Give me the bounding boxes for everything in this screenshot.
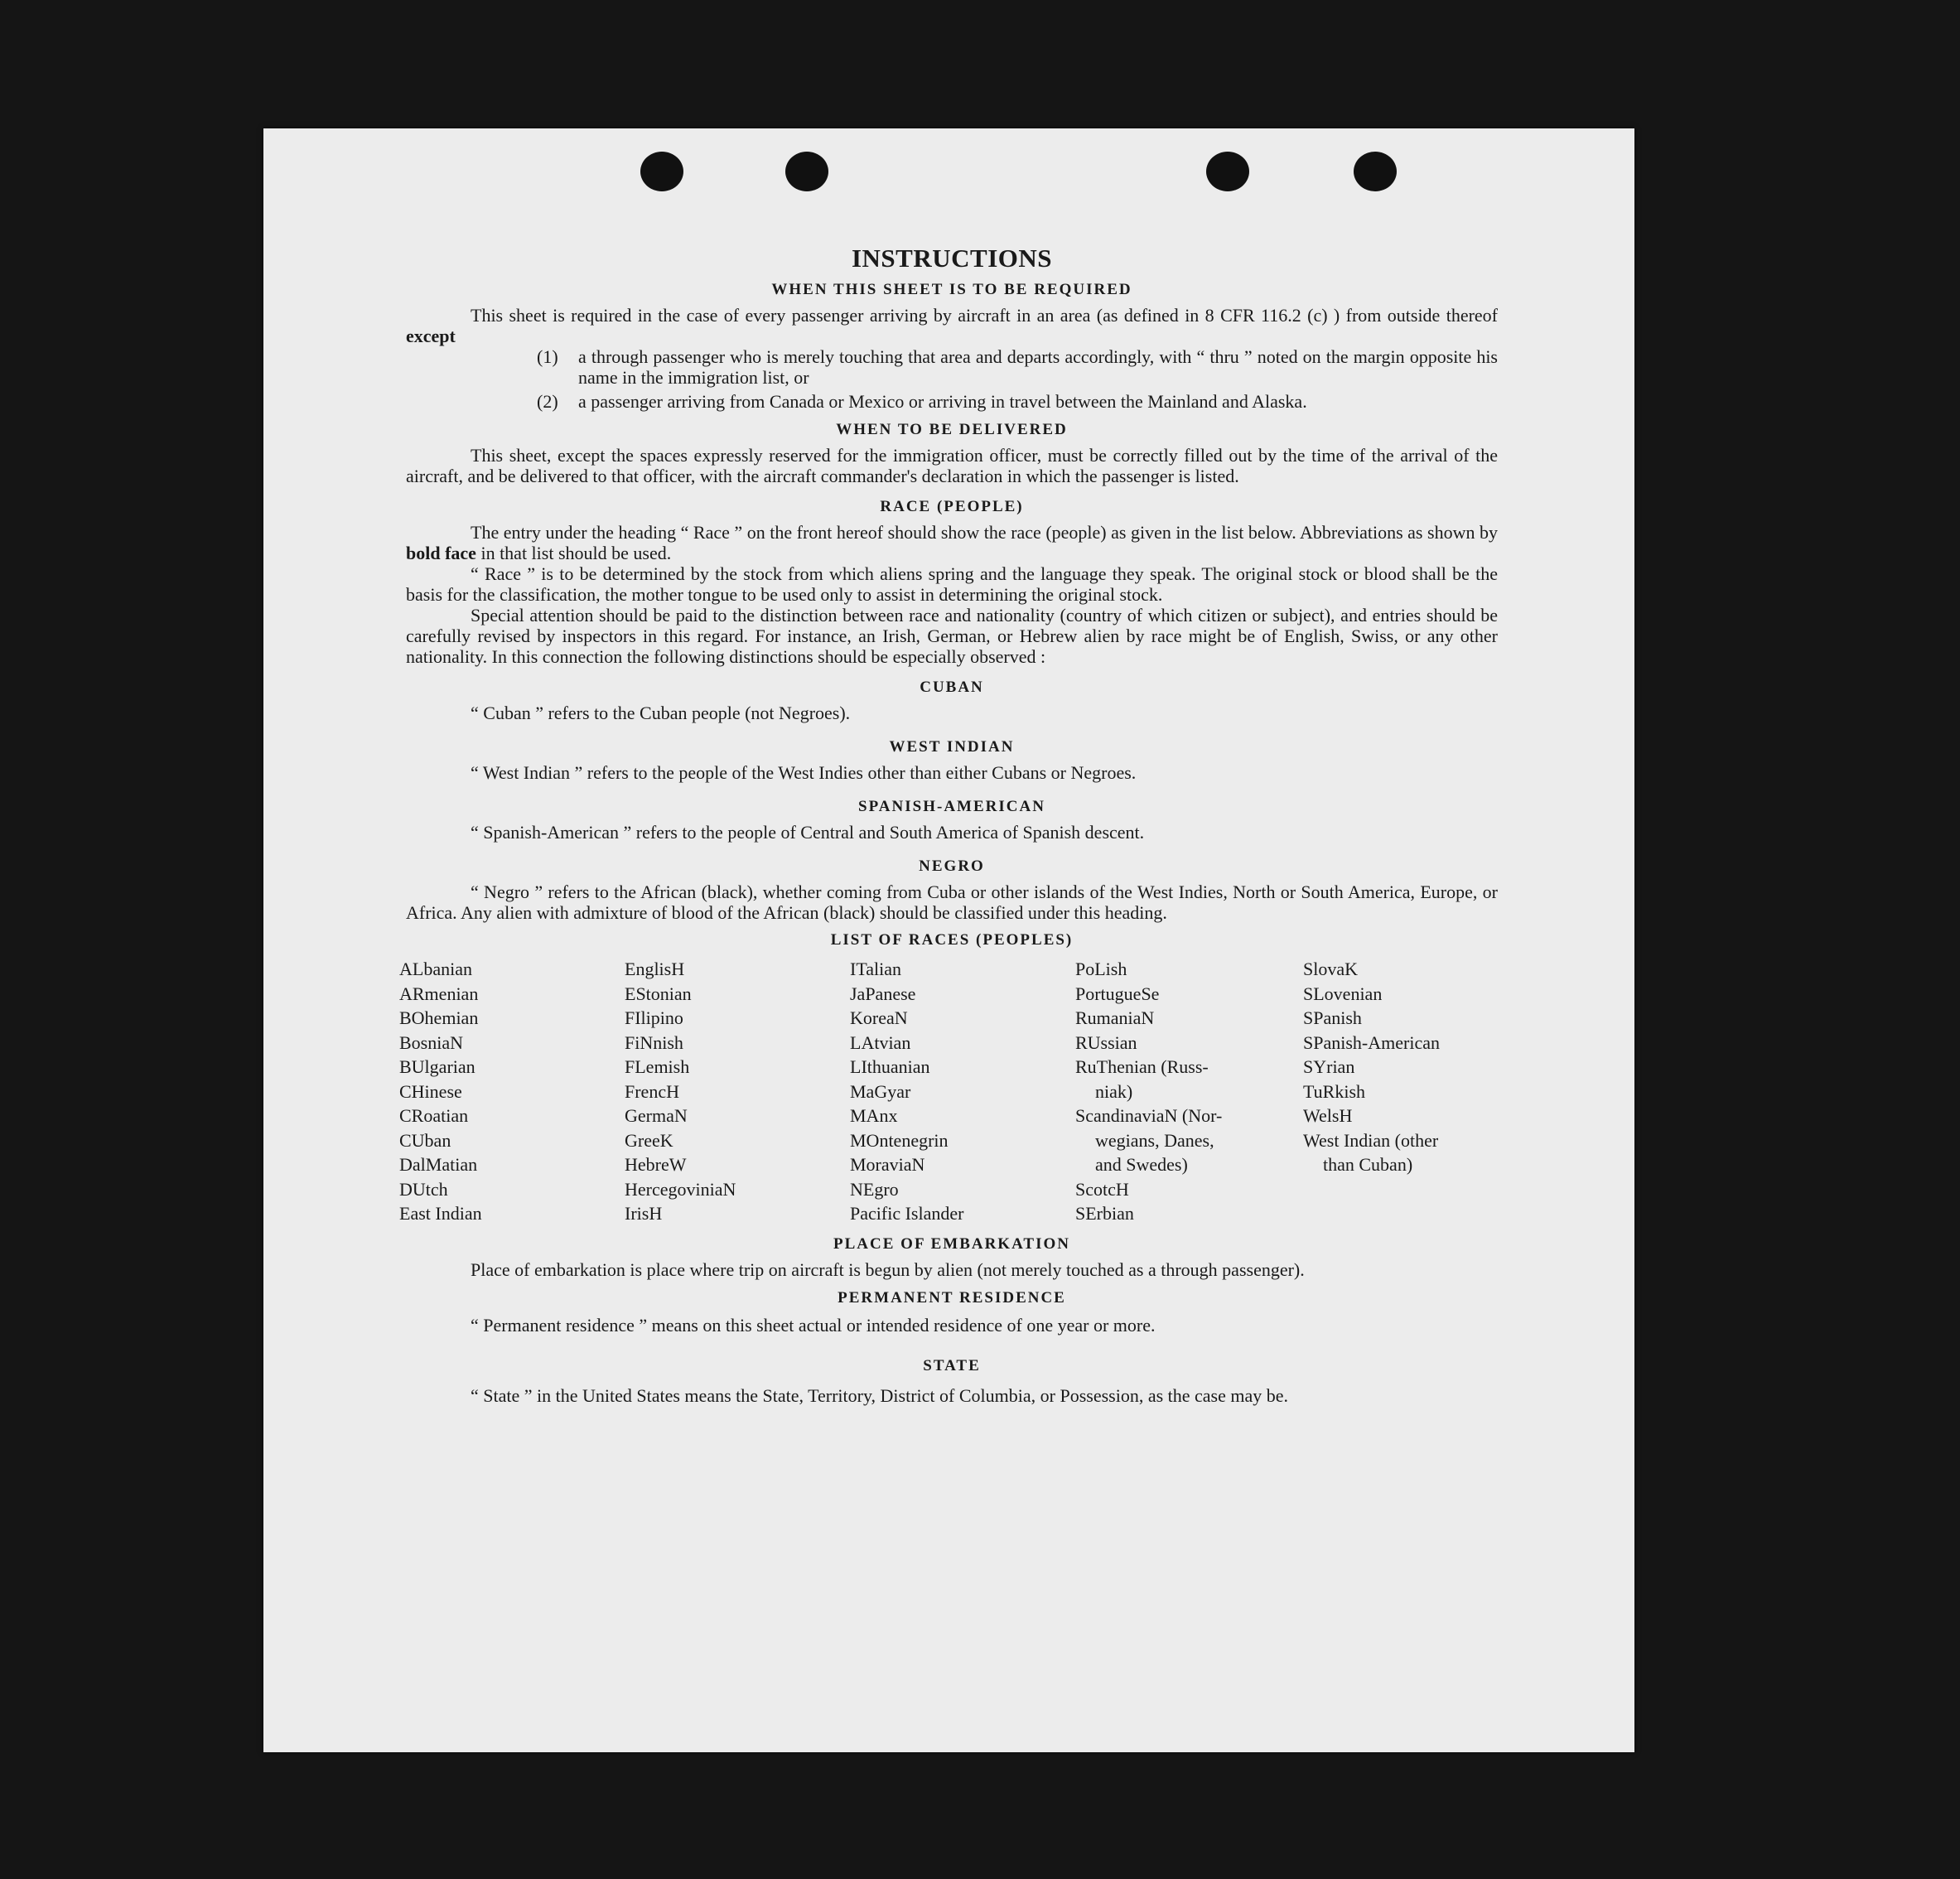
section-heading-cuban: CUBAN <box>920 679 984 696</box>
race-entry: MAnx <box>850 1105 898 1126</box>
west-indian-definition: “ West Indian ” refers to the people of the West Indies other than either Cubans or Negroes. <box>471 762 1137 783</box>
section-heading-west-indian: WEST INDIAN <box>889 738 1015 756</box>
embarkation-definition: Place of embarkation is place where trip on aircraft is begun by alien (not merely touched as a through passenger). <box>471 1258 1305 1280</box>
race-entry: DUtch <box>399 1178 448 1200</box>
residence-definition: “ Permanent residence ” means on this sheet actual or intended residence of one year or more. <box>471 1314 1156 1336</box>
races-list <box>399 957 1498 1226</box>
race-entry: LIthuanian <box>850 1056 930 1077</box>
race-entry: MOntenegrin <box>850 1129 949 1151</box>
race-entry: SLovenian <box>1303 983 1383 1004</box>
race-entry: HercegoviniaN <box>625 1178 736 1200</box>
race-entry: ScotcH <box>1075 1178 1129 1200</box>
section-heading-delivered: WHEN TO BE DELIVERED <box>836 421 1068 438</box>
race-entry: FiNnish <box>625 1031 683 1053</box>
race-entry: wegians, Danes, <box>1095 1129 1214 1151</box>
race-entry: SPanish-American <box>1303 1031 1440 1053</box>
race-entry: FrencH <box>625 1080 679 1102</box>
races-column <box>625 957 850 1226</box>
race-entry: ALbanian <box>399 959 472 979</box>
race-entry: ITalian <box>850 959 901 979</box>
required-paragraph: This sheet is required in the case of every passenger arriving by aircraft in an area (as defined in 8 CFR 116.2 (c) ) from outside thereof except <box>406 305 1498 346</box>
races-column <box>850 957 1075 1226</box>
race-entry: TuRkish <box>1303 1080 1366 1102</box>
punch-hole <box>785 152 828 191</box>
race-entry: BUlgarian <box>399 1056 476 1077</box>
race-entry: ARmenian <box>399 983 479 1004</box>
section-heading-spanish-american: SPANISH-AMERICAN <box>858 798 1045 815</box>
race-entry: BOhemian <box>399 1007 479 1028</box>
race-entry: West Indian (other <box>1303 1129 1439 1151</box>
race-entry: FLemish <box>625 1056 690 1077</box>
negro-definition: “ Negro ” refers to the African (black), whether coming from Cuba or other islands of the West Indies, North or South America, Europe, or Africa. Any alien with admixture of blood of the African (black) should be classified under this heading. <box>406 882 1498 923</box>
race-paragraph-2: “ Race ” is to be determined by the stock from which aliens spring and the language they speak. The original stock or blood shall be the basis for the classification, the mother tongue to be used only to assist in determining the original stock. <box>406 563 1498 605</box>
race-entry: CUban <box>399 1129 451 1151</box>
race-entry: BosniaN <box>399 1031 463 1053</box>
race-entry: PoLish <box>1075 959 1127 979</box>
races-column <box>1303 957 1491 1226</box>
races-column <box>399 957 625 1226</box>
race-entry: EnglisH <box>625 959 685 979</box>
race-entry: NEgro <box>850 1178 899 1200</box>
race-paragraph-1: The entry under the heading “ Race ” on the front hereof should show the race (people) as given in the list below. Abbreviations as shown by bold face in that list should be used. <box>406 522 1498 563</box>
race-entry: FIlipino <box>625 1007 683 1028</box>
race-entry: IrisH <box>625 1203 663 1224</box>
race-entry: LAtvian <box>850 1031 911 1053</box>
race-entry: RUssian <box>1075 1031 1137 1053</box>
race-entry: SPanish <box>1303 1007 1362 1028</box>
race-entry: WelsH <box>1303 1105 1353 1126</box>
race-entry: HebreW <box>625 1154 687 1175</box>
section-heading-list: LIST OF RACES (PEOPLES) <box>830 931 1074 949</box>
punch-hole <box>1354 152 1397 191</box>
race-entry: RumaniaN <box>1075 1007 1155 1028</box>
punch-hole <box>1206 152 1249 191</box>
race-entry: MoraviaN <box>850 1154 925 1175</box>
race-entry: and Swedes) <box>1095 1154 1188 1175</box>
race-paragraph-3: Special attention should be paid to the distinction between race and nationality (country of which citizen or subject), and entries should be carefully revised by inspectors in this regard. For instance, an Irish, German, or Hebrew alien by race might be of English, Swiss, or any other nationality. In this connection the following distinctions should be especially observed : <box>406 605 1498 667</box>
race-entry: CHinese <box>399 1080 462 1102</box>
race-entry: CRoatian <box>399 1105 469 1126</box>
race-entry: East Indian <box>399 1203 482 1224</box>
race-entry: niak) <box>1095 1080 1133 1102</box>
race-entry: MaGyar <box>850 1080 911 1102</box>
section-heading-required: WHEN THIS SHEET IS TO BE REQUIRED <box>771 281 1132 298</box>
race-entry: Pacific Islander <box>850 1203 964 1224</box>
section-heading-race: RACE (PEOPLE) <box>880 498 1024 515</box>
race-entry: KoreaN <box>850 1007 908 1028</box>
race-entry: PortugueSe <box>1075 983 1160 1004</box>
race-entry: GermaN <box>625 1105 688 1126</box>
section-heading-state: STATE <box>923 1356 981 1374</box>
race-entry: SlovaK <box>1303 959 1358 979</box>
races-column <box>1075 957 1303 1226</box>
page-title: INSTRUCTIONS <box>851 244 1052 273</box>
race-entry: than Cuban) <box>1323 1154 1413 1175</box>
spanish-american-definition: “ Spanish-American ” refers to the people of Central and South America of Spanish descent. <box>471 822 1145 843</box>
exception-item: (1) a through passenger who is merely touching that area and departs accordingly, with “ thru ” noted on the margin opposite his name in the immigration list, or <box>537 346 1498 388</box>
delivered-paragraph: This sheet, except the spaces expressly reserved for the immigration officer, must be correctly filled out by the time of the arrival of the aircraft, and be delivered to that officer, with the aircraft commander's declaration in which the passenger is listed. <box>406 445 1498 486</box>
race-entry: RuThenian (Russ- <box>1075 1056 1209 1077</box>
race-entry: SErbian <box>1075 1203 1134 1224</box>
instructions-content <box>399 243 1498 1409</box>
punch-hole <box>640 152 683 191</box>
race-entry: ScandinaviaN (Nor- <box>1075 1105 1223 1126</box>
section-heading-residence: PERMANENT RESIDENCE <box>838 1288 1066 1307</box>
document-sheet <box>263 128 1634 1752</box>
race-entry: EStonian <box>625 983 692 1004</box>
section-heading-negro: NEGRO <box>919 857 985 875</box>
race-entry: SYrian <box>1303 1056 1355 1077</box>
exception-item: (2) a passenger arriving from Canada or Mexico or arriving in travel between the Mainland and Alaska. <box>537 391 1307 412</box>
race-entry: GreeK <box>625 1129 673 1151</box>
section-heading-embarkation: PLACE OF EMBARKATION <box>833 1234 1070 1253</box>
cuban-definition: “ Cuban ” refers to the Cuban people (not Negroes). <box>471 703 851 723</box>
race-entry: JaPanese <box>850 983 916 1004</box>
race-entry: DalMatian <box>399 1154 478 1175</box>
state-definition: “ State ” in the United States means the State, Territory, District of Columbia, or Possession, as the case may be. <box>471 1384 1289 1406</box>
